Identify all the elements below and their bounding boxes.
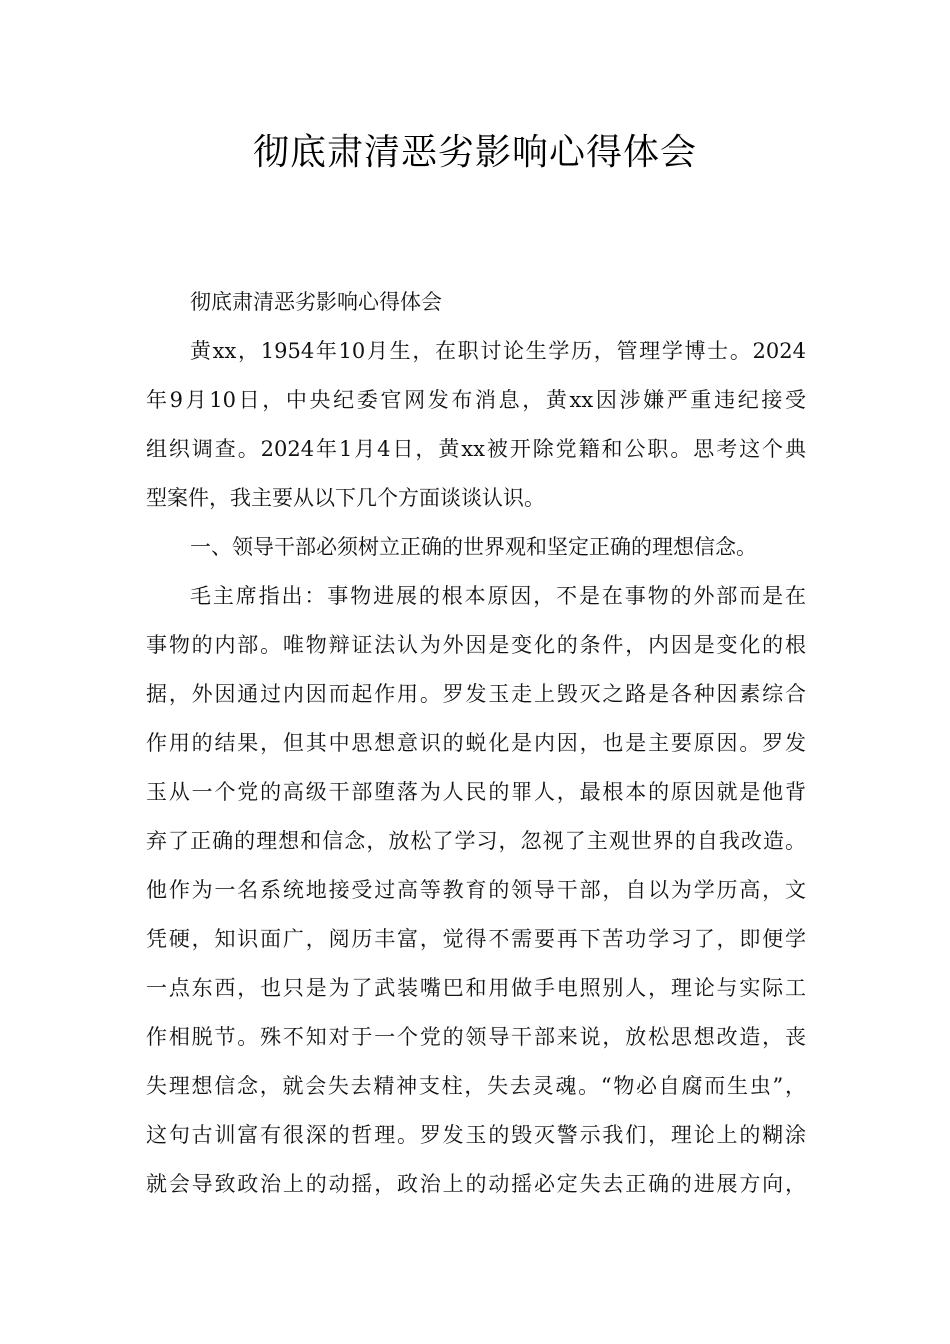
body-line: 作相脱节。殊不知对于一个党的领导干部来说，放松思想改造，丧 <box>146 1025 806 1049</box>
document-body <box>146 278 806 1209</box>
body-line: 型案件，我主要从以下几个方面谈谈认识。 <box>146 486 545 510</box>
body-line: 彻底肃清恶劣影响心得体会 <box>190 290 442 314</box>
body-line: 失理想信念，就会失去精神支柱，失去灵魂。“物必自腐而生虫”， <box>146 1074 806 1098</box>
body-line: 凭硬，知识面广，阅历丰富，觉得不需要再下苦功学习了，即便学 <box>146 927 806 951</box>
body-line: 作用的结果，但其中思想意识的蜕化是内因，也是主要原因。罗发 <box>146 731 806 755</box>
body-line: 就会导致政治上的动摇，政治上的动摇必定失去正确的进展方向， <box>146 1172 806 1196</box>
body-line: 这句古训富有很深的哲理。罗发玉的毁灭警示我们，理论上的糊涂 <box>146 1123 806 1147</box>
body-line: 事物的内部。唯物辩证法认为外因是变化的条件，内因是变化的根 <box>146 633 806 657</box>
body-line: 一点东西，也只是为了武装嘴巴和用做手电照别人，理论与实际工 <box>146 976 806 1000</box>
body-line: 弃了正确的理想和信念，放松了学习，忽视了主观世界的自我改造。 <box>146 829 806 853</box>
body-line: 一、领导干部必须树立正确的世界观和坚定正确的理想信念。 <box>190 535 757 559</box>
body-line: 组织调查。2024年1月4日，黄xx被开除党籍和公职。思考这个典 <box>146 437 806 461</box>
body-line: 黄xx，1954年10月生，在职讨论生学历，管理学博士。2024 <box>190 339 806 363</box>
body-line: 据，外因通过内因而起作用。罗发玉走上毁灭之路是各种因素综合 <box>146 682 806 706</box>
body-line: 年9月10日，中央纪委官网发布消息，黄xx因涉嫌严重违纪接受 <box>146 388 806 412</box>
body-line: 毛主席指出：事物进展的根本原因，不是在事物的外部而是在 <box>190 584 806 608</box>
body-line: 玉从一个党的高级干部堕落为人民的罪人，最根本的原因就是他背 <box>146 780 806 804</box>
body-line: 他作为一名系统地接受过高等教育的领导干部，自以为学历高，文 <box>146 878 806 902</box>
document-title: 彻底肃清恶劣影响心得体会 <box>252 132 697 173</box>
